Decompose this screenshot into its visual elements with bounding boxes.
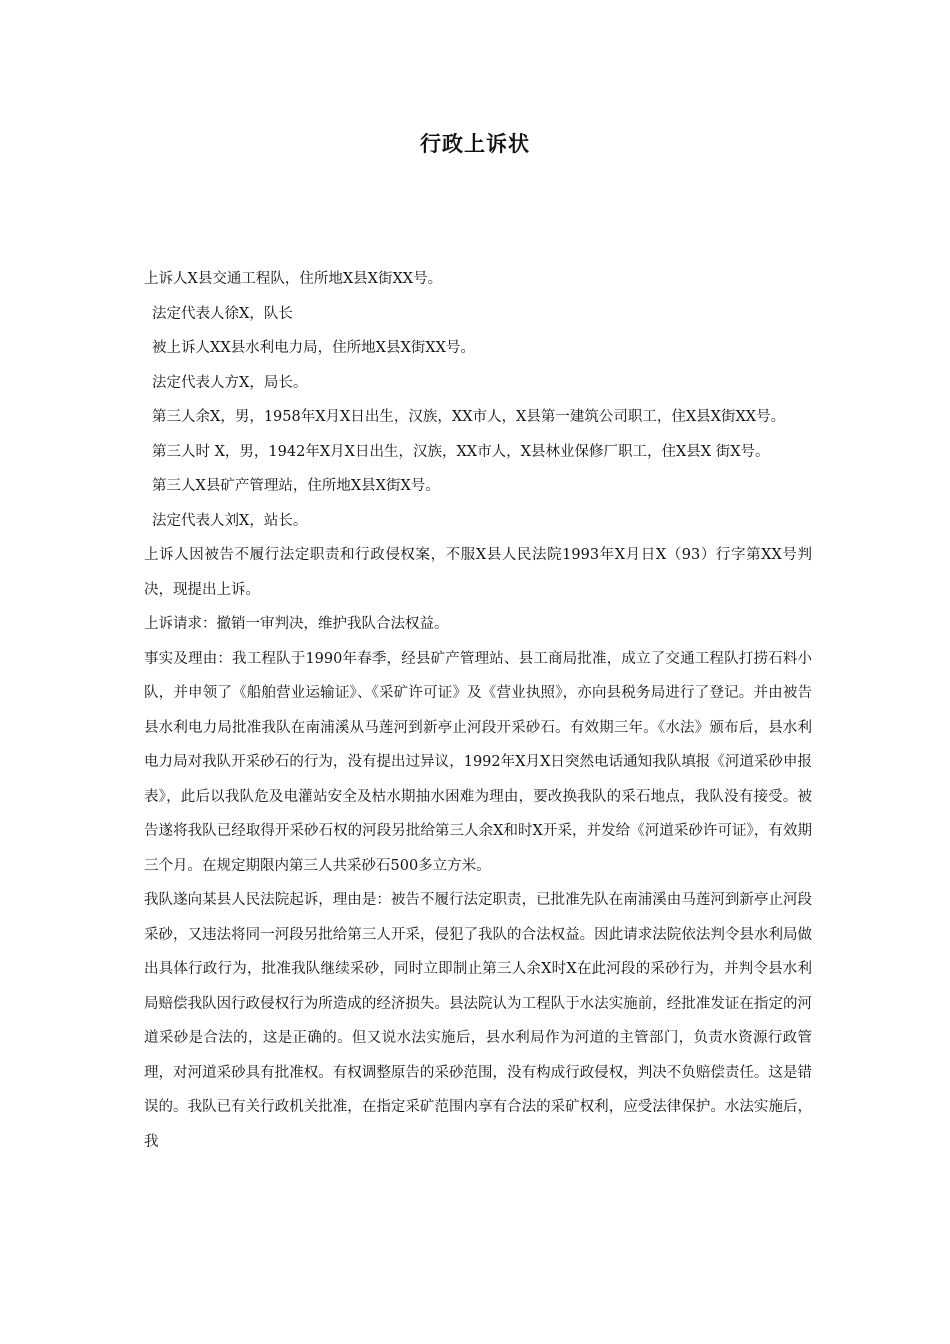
party-third-3: 第三人X县矿产管理站，住所地X县X街X号。 (152, 478, 440, 494)
appeal-intro: 上诉人因被告不履行法定职责和行政侵权案，不服X县人民法院1993年X月日X（93）行字第XX号判决，现提出上诉。 (144, 547, 812, 598)
facts-and-reasons: 事实及理由：我工程队于1990年春季，经县矿产管理站、县工商局批准，成立了交通工程队打捞石料小队，并申领了《船舶营业运输证》、《采矿许可证》及《营业执照》，亦向县税务局进行了登记。并由被告县水利电力局批准我队在南浦溪从马莲河到新亭止河段开采砂石。有效期三年。《水法》颁布后，县水利电力局对我队开采砂石的行为，没有提出过异议，1992年X月X日突然电话通知我队填报《河道采砂申报表》，此后以我队危及电灌站安全及枯水期抽水困难为理由，要改换我队的采石地点，我队没有接受。被告遂将我队已经取得开采砂石权的河段另批给第三人余X和时X开采，并发给《河道采砂许可证》，有效期三个月。在规定期限内第三人共采砂石500多立方米。 (144, 650, 812, 874)
party-appellant-representative: 法定代表人徐X，队长 (152, 305, 293, 322)
party-appellant: 上诉人X县交通工程队，住所地X县X街XX号。 (144, 271, 443, 287)
lawsuit-history: 我队遂向某县人民法院起诉，理由是：被告不履行法定职责，已批准先队在南浦溪由马莲河到新亭止河段采砂，又违法将同一河段另批给第三人开采，侵犯了我队的合法权益。因此请求法院依法判令县水利局做出具体行政行为，批准我队继续采砂，同时立即制止第三人余X时X在此河段的采砂行为，并判令县水利局赔偿我队因行政侵权行为所造成的经济损失。县法院认为工程队于水法实施前，经批准发证在指定的河道采砂是合法的，这是正确的。但又说水法实施后，县水利局作为河道的主管部门，负责水资源行政管理，对河道采砂具有批准权。有权调整原告的采砂范围，没有构成行政侵权，判决不负赔偿责任。这是错误的。我队已有关行政机关批准，在指定采矿范围内享有合法的采矿权利，应受法律保护。水法实施后，我 (144, 892, 812, 1150)
party-third-1: 第三人余X，男，1958年X月X日出生，汉族，XX市人，X县第一建筑公司职工，住X县X街XX号。 (152, 409, 786, 425)
party-third-3-representative: 法定代表人刘X，站长。 (152, 512, 308, 529)
appeal-request: 上诉请求：撤销一审判决，维护我队合法权益。 (144, 616, 449, 632)
party-third-2: 第三人时 X，男，1942年X月X日出生，汉族，XX市人，X县林业保修厂职工，住X县X 街X号。 (152, 443, 770, 460)
document-title: 行政上诉状 (420, 132, 530, 156)
document-body (144, 262, 812, 1159)
party-appellee: 被上诉人XX县水利电力局，住所地X县X街XX号。 (152, 340, 475, 356)
party-appellee-representative: 法定代表人方X，局长。 (152, 374, 308, 391)
